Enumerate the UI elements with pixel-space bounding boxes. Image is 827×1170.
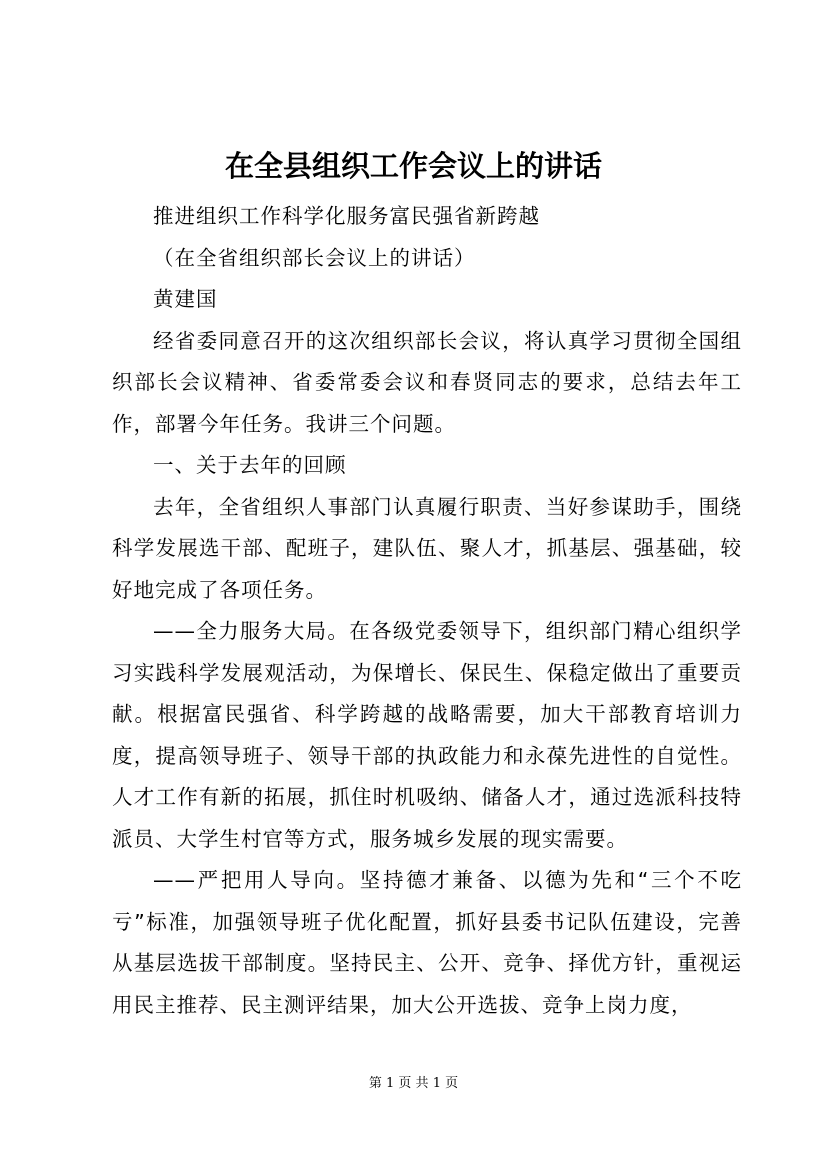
body-paragraph: 经省委同意召开的这次组织部长会议，将认真学习贯彻全国组织部长会议精神、省委常委会议和春贤同志的要求，总结去年工作，部署今年任务。我讲三个问题。: [112, 328, 742, 436]
subtitle-paragraph: 推进组织工作科学化服务富民强省新跨越: [153, 204, 540, 228]
section-heading: 一、关于去年的回顾: [153, 453, 347, 477]
document-title: 在全县组织工作会议上的讲话: [224, 149, 602, 183]
occasion-paragraph: （在全省组织部长会议上的讲话）: [153, 245, 476, 270]
body-paragraph: ——严把用人导向。坚持德才兼备、以德为先和“三个不吃亏”标准，加强领导班子优化配置，抓好县委书记队伍建设，完善从基层选拔干部制度。坚持民主、公开、竞争、择优方针，重视运用民主推荐、民主测评结果，加大公开选拔、竞争上岗力度，: [112, 868, 742, 1017]
author-paragraph: 黄建国: [153, 287, 218, 311]
document-body: [112, 196, 742, 1026]
page-footer: 第 1 页 共 1 页: [368, 1076, 459, 1091]
body-paragraph: 去年，全省组织人事部门认真履行职责、当好参谋助手，围绕科学发展选干部、配班子，建队伍、聚人才，抓基层、强基础，较好地完成了各项任务。: [112, 494, 742, 602]
body-paragraph: ——全力服务大局。在各级党委领导下，组织部门精心组织学习实践科学发展观活动，为保增长、保民生、保稳定做出了重要贡献。根据富民强省、科学跨越的战略需要，加大干部教育培训力度，提高领导班子、领导干部的执政能力和永葆先进性的自觉性。人才工作有新的拓展，抓住时机吸纳、储备人才，通过选派科技特派员、大学生村官等方式，服务城乡发展的现实需要。: [112, 619, 742, 851]
